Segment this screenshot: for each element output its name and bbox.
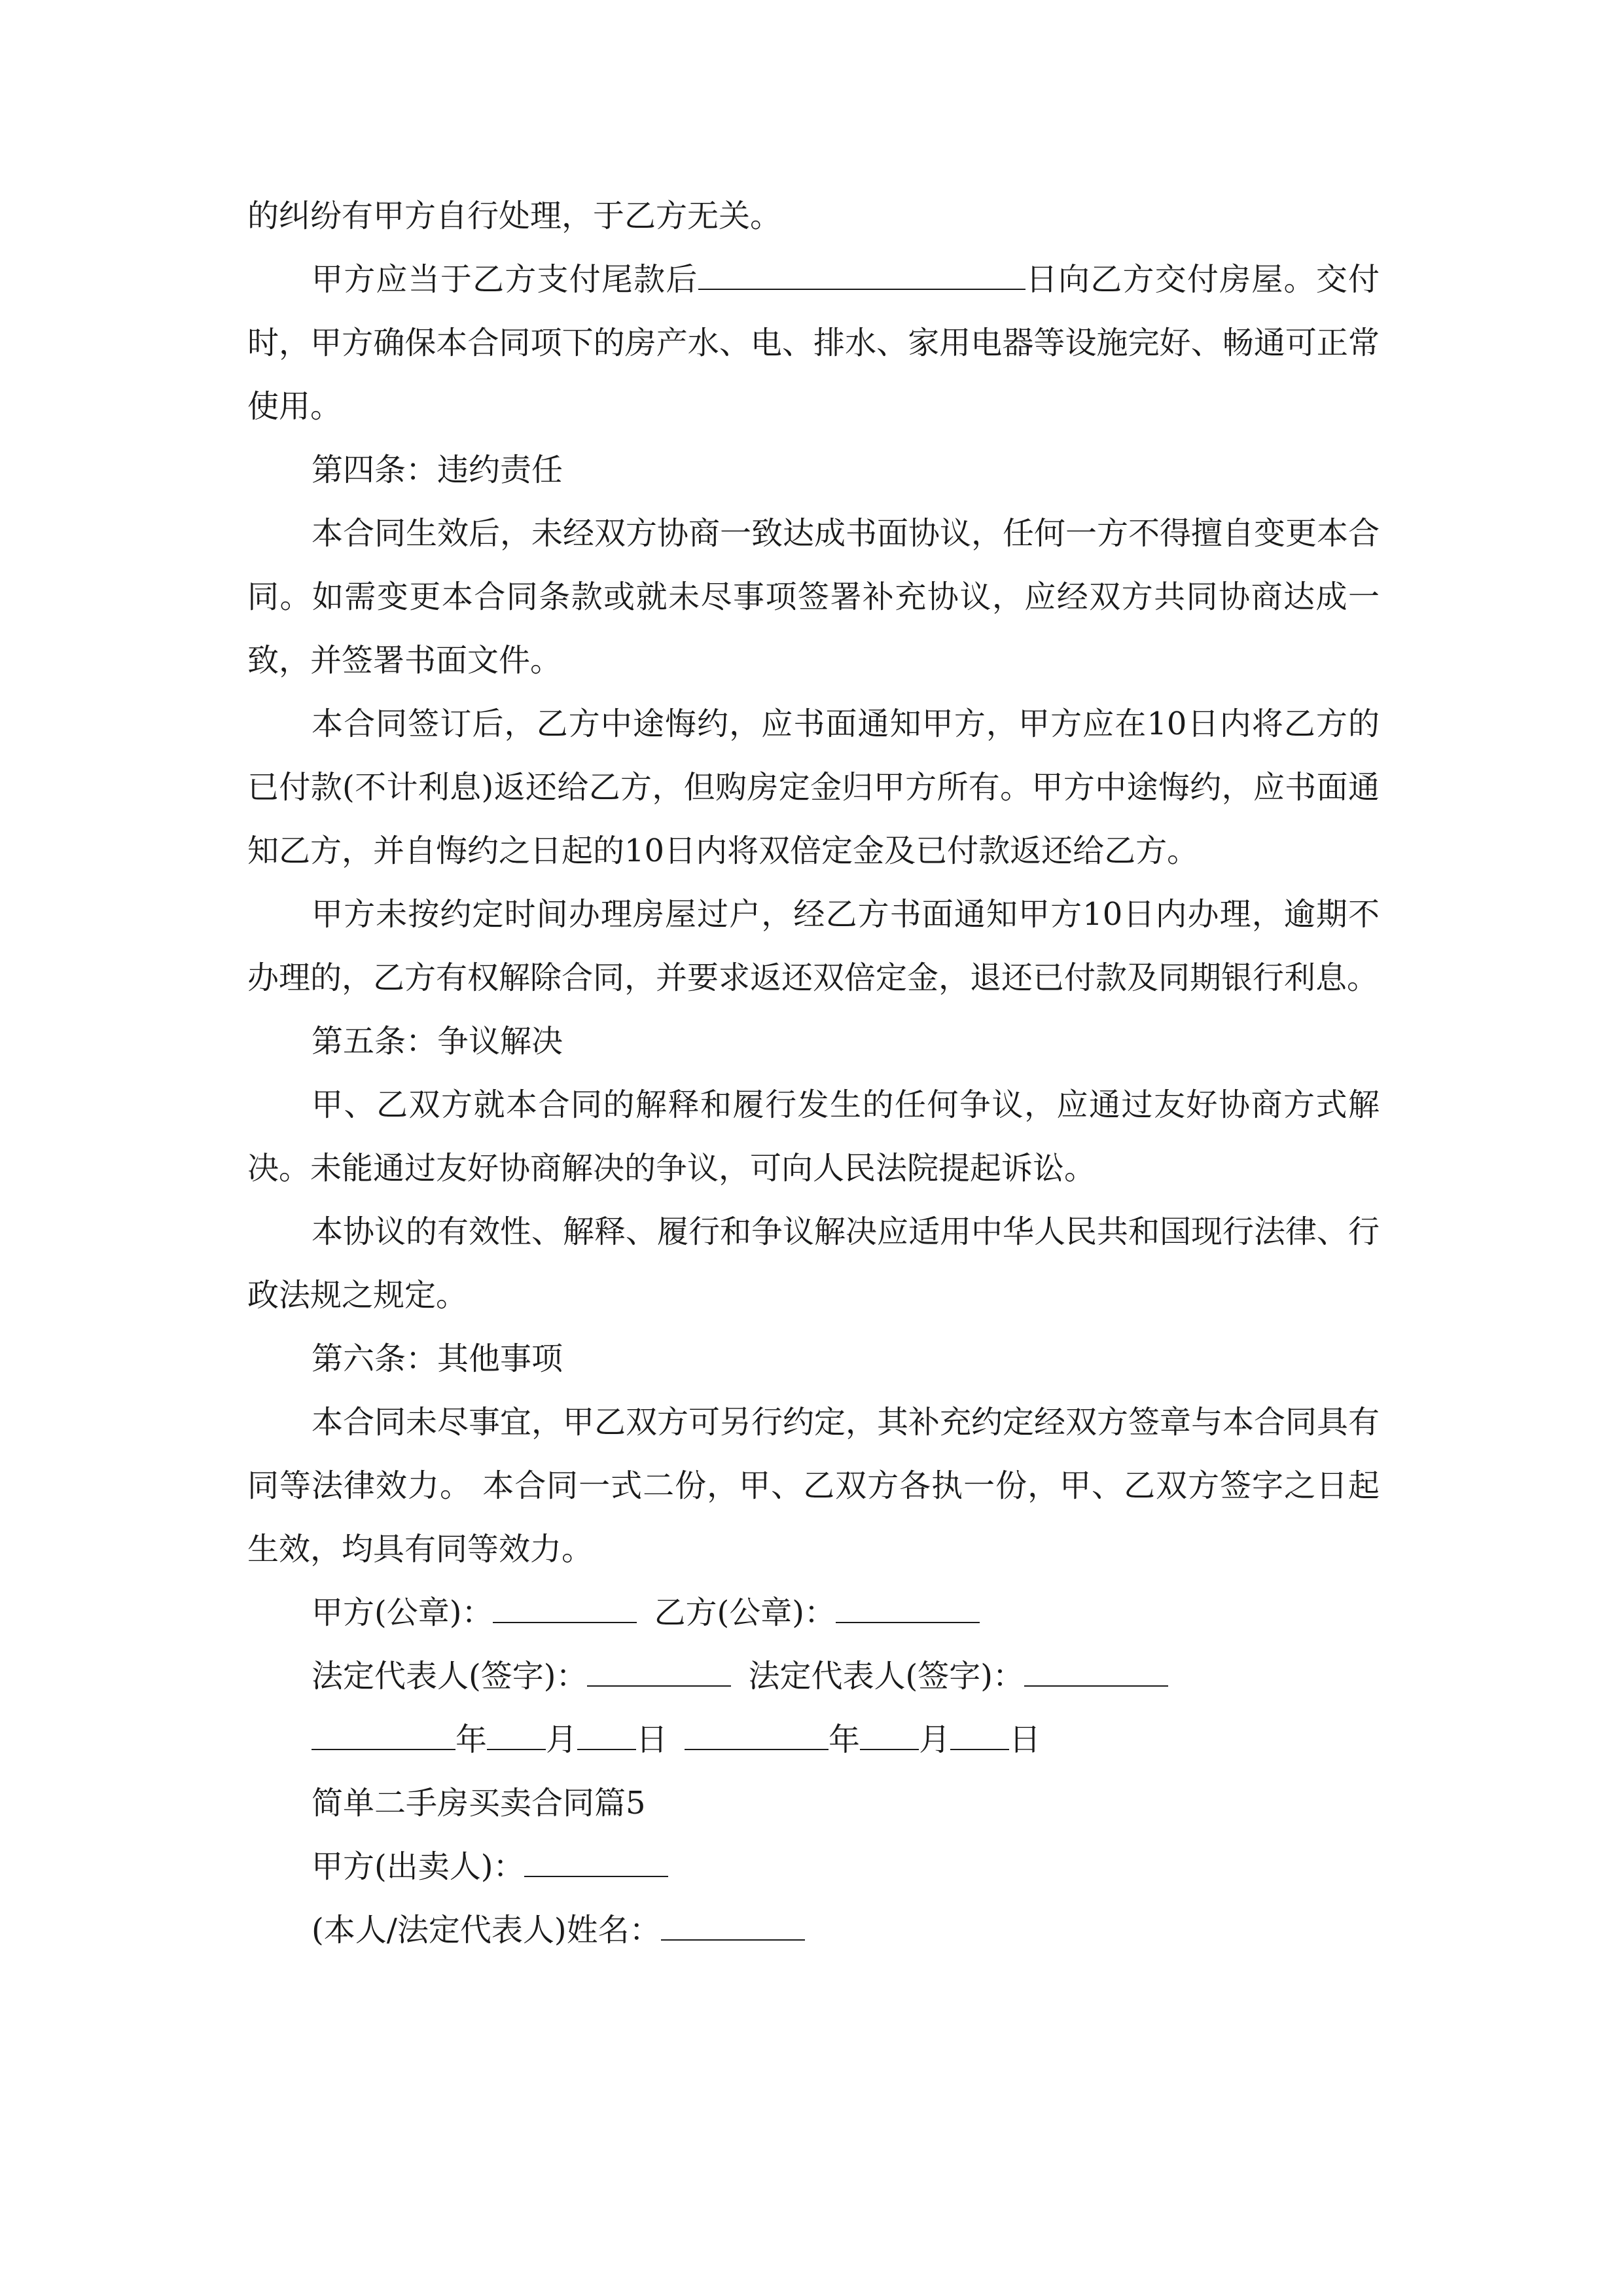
day-label-a: 日	[636, 1721, 668, 1758]
heading-article-5: 第五条：争议解决	[312, 1023, 563, 1060]
seller-label: 甲方(出卖人)：	[312, 1848, 525, 1885]
paragraph-article-4-c: 甲方未按约定时间办理房屋过户，经乙方书面通知甲方10日内办理，逾期不办理的，乙方有权解除合同，并要求返还双倍定金，退还已付款及同期银行利息。	[247, 896, 1380, 996]
name-line	[247, 1899, 1380, 1962]
blank-day-b	[950, 1723, 1009, 1750]
heading-article-6: 第六条：其他事项	[312, 1340, 563, 1377]
paragraph-article-6-a: 本合同未尽事宜，甲乙双方可另行约定，其补充约定经双方签章与本合同具有同等法律效力。 本合同一式二份，甲、乙双方各执一份，甲、乙双方签字之日起生效，均具有同等效力。	[247, 1404, 1380, 1568]
signature-rep-line	[247, 1645, 1380, 1708]
blank-party-a-seal	[493, 1596, 637, 1623]
blank-party-b-seal	[836, 1596, 980, 1623]
blank-delivery-days	[698, 262, 1026, 290]
delivery-text-b: 日向乙方交付房屋。交付时，甲方确保本合同项下的房产水、电、排水、家用电器等设施完好、畅通可正常使用。	[247, 261, 1380, 425]
party-b-seal-label: 乙方(公章)：	[654, 1594, 836, 1631]
signature-seal-line	[247, 1581, 1380, 1645]
paragraph-article-4-a: 本合同生效后，未经双方协商一致达成书面协议，任何一方不得擅自变更本合同。如需变更本合同条款或就未尽事项签署补充协议，应经双方共同协商达成一致，并签署书面文件。	[247, 515, 1380, 679]
blank-month-b	[860, 1723, 919, 1750]
day-label-b: 日	[1009, 1721, 1041, 1758]
paragraph-dispute-tail: 的纠纷有甲方自行处理，于乙方无关。	[247, 198, 782, 234]
name-label: (本人/法定代表人)姓名：	[312, 1912, 661, 1948]
party-b-rep-label: 法定代表人(签字)：	[748, 1658, 1024, 1695]
paragraph-article-5-b: 本协议的有效性、解释、履行和争议解决应适用中华人民共和国现行法律、行政法规之规定。	[247, 1213, 1380, 1314]
party-a-rep-label: 法定代表人(签字)：	[312, 1658, 588, 1695]
blank-party-a-rep	[587, 1659, 731, 1687]
blank-year-b	[685, 1723, 829, 1750]
blank-day-a	[577, 1723, 636, 1750]
paragraph-article-4-b: 本合同签订后，乙方中途悔约，应书面通知甲方，甲方应在10日内将乙方的已付款(不计利息)返还给乙方，但购房定金归甲方所有。甲方中途悔约，应书面通知乙方，并自悔约之日起的10日内将双倍定金及已付款返还给乙方。	[247, 706, 1380, 869]
month-label-a: 月	[546, 1721, 578, 1758]
blank-seller	[524, 1850, 668, 1877]
contract-body	[247, 185, 1380, 1962]
month-label-b: 月	[919, 1721, 951, 1758]
paragraph-delivery	[247, 248, 1380, 439]
blank-month-a	[487, 1723, 546, 1750]
year-label-a: 年	[455, 1721, 488, 1758]
party-a-seal-label: 甲方(公章)：	[312, 1594, 493, 1631]
heading-article-4: 第四条：违约责任	[312, 452, 563, 488]
date-line	[247, 1708, 1380, 1772]
delivery-text-a: 甲方应当于乙方支付尾款后	[312, 261, 698, 298]
blank-year-a	[312, 1723, 455, 1750]
blank-name	[661, 1913, 805, 1941]
section-title: 简单二手房买卖合同篇5	[312, 1785, 646, 1821]
paragraph-article-5-a: 甲、乙双方就本合同的解释和履行发生的任何争议，应通过友好协商方式解决。未能通过友好协商解决的争议，可向人民法院提起诉讼。	[247, 1086, 1380, 1187]
blank-party-b-rep	[1024, 1659, 1168, 1687]
seller-line	[247, 1835, 1380, 1899]
year-label-b: 年	[829, 1721, 861, 1758]
